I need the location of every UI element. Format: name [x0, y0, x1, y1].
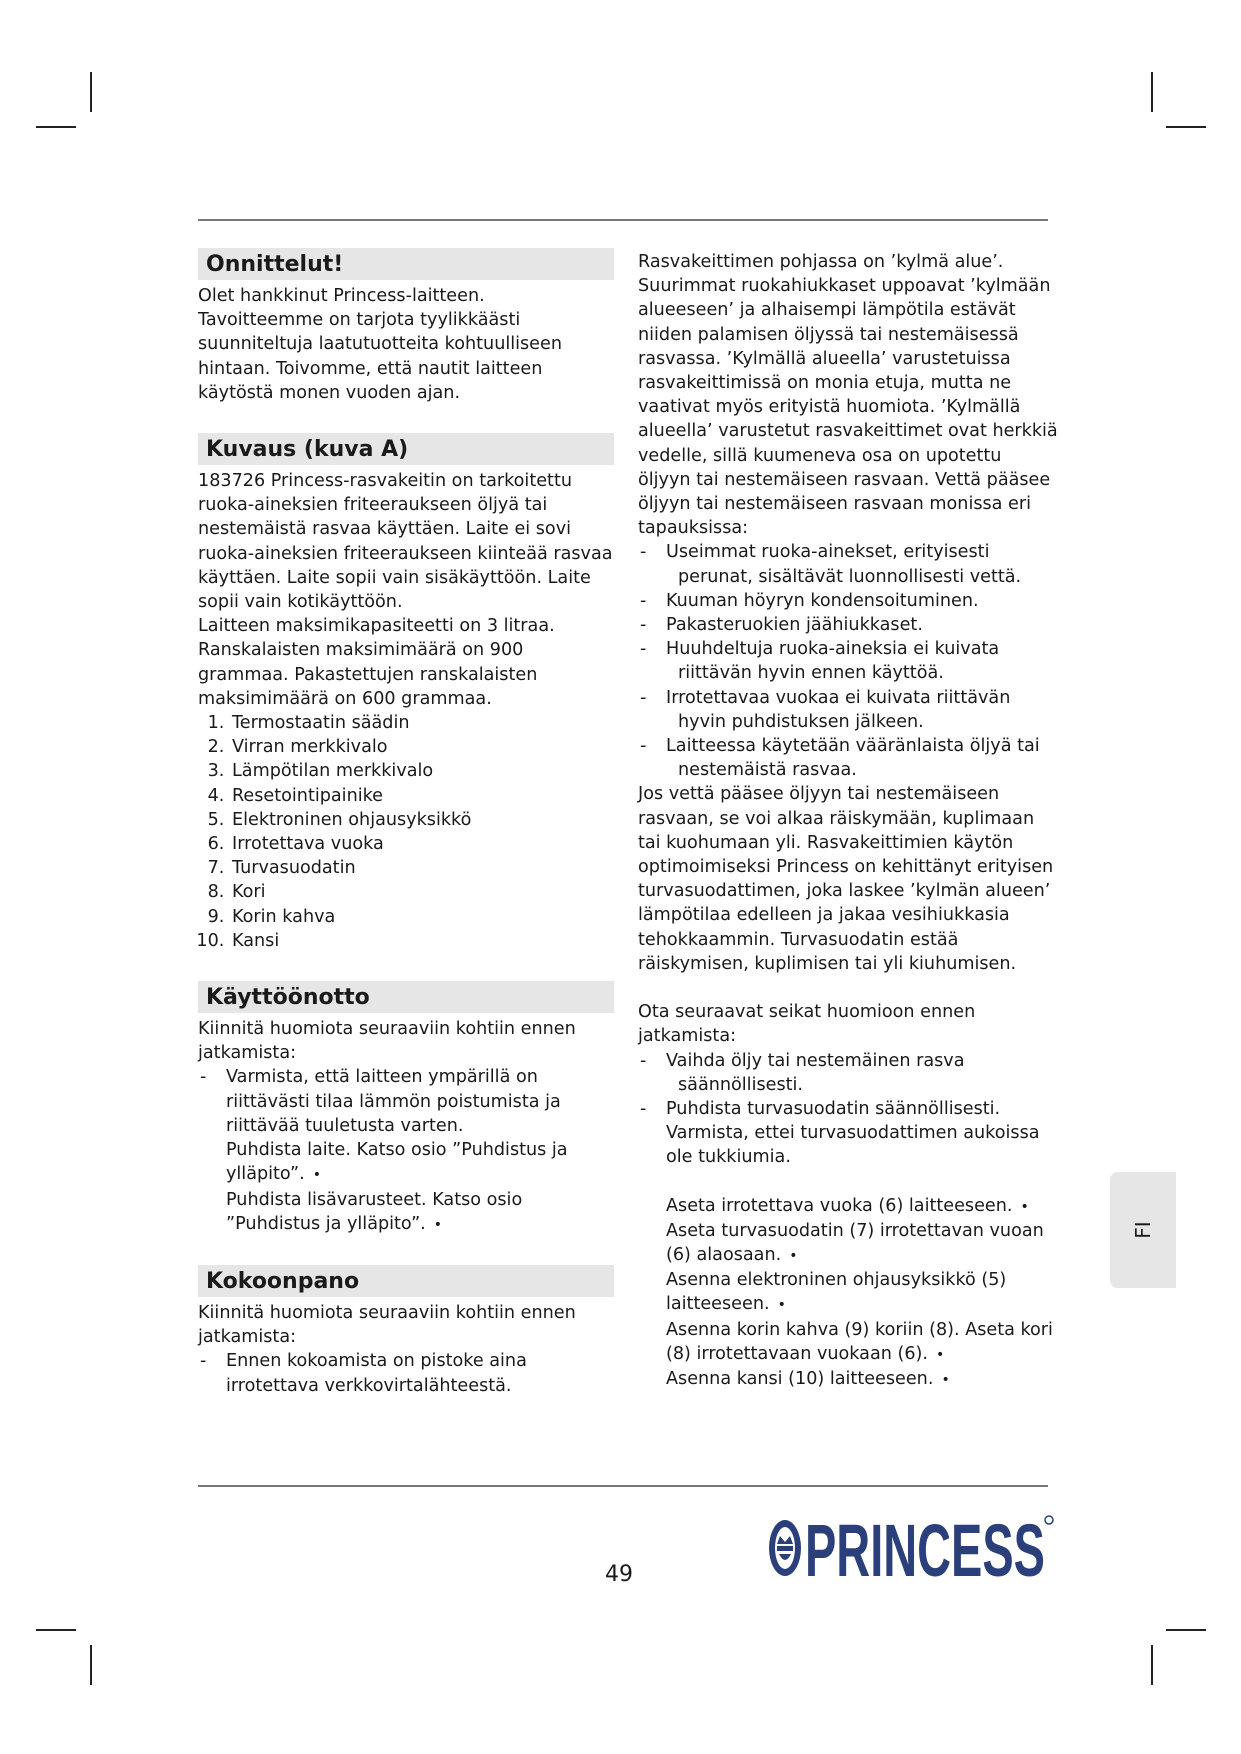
crop-mark	[36, 126, 76, 128]
description-paragraph: 183726 Princess-rasvakeitin on tarkoitettu ruoka-aineksien friteeraukseen öljyä tai nestemäistä rasvaa käyttäen. Laite ei sovi ruoka-aineksien friteeraukseen kiinteää rasvaa käyttäen. Laite sopii vain sisäkäyttöön. Laite sopii vain kotikäyttöön.	[198, 471, 613, 613]
princess-logo	[765, 1509, 1055, 1592]
crop-mark	[1151, 72, 1153, 112]
list-item: 5. Elektroninen ohjausyksikkö	[230, 808, 614, 832]
crop-mark	[90, 1645, 92, 1685]
intro-paragraph: Olet hankkinut Princess-laitteen. Tavoitteemme on tarjota tyylikkäästi suunniteltuja laatutuotteita kohtuulliseen hintaan. Toivomme, että nautit laitteen käytöstä monen vuoden ajan.	[198, 286, 562, 403]
bullet-icon: •	[941, 1371, 950, 1388]
bullet-item: Aseta turvasuodatin (7) irrotettavan vuoan (6) alaosaan. •	[666, 1220, 1044, 1265]
bullet-item: Aseta irrotettava vuoka (6) laitteeseen. •	[666, 1195, 1029, 1216]
page-number: 49	[605, 1562, 633, 1587]
crop-mark	[90, 72, 92, 112]
list-item: 8. Kori	[230, 880, 614, 904]
right-column	[638, 250, 1058, 1392]
registered-mark	[1045, 1516, 1053, 1524]
dash-item: - Pakasteruokien jäähiukkaset.	[638, 613, 1058, 637]
note-text: Varmista, ettei turvasuodattimen aukoissa ole tukkiumia.	[666, 1123, 1040, 1168]
dash-item: - Vaihda öljy tai nestemäinen rasva säännöllisesti.	[638, 1049, 1058, 1097]
dash-item: - Useimmat ruoka-ainekset, erityisesti perunat, sisältävät luonnollisesti vettä.	[638, 540, 1058, 588]
left-column	[198, 248, 614, 1398]
dash-item: - Laitteessa käytetään vääränlaista öljyä tai nestemäistä rasvaa.	[638, 734, 1058, 782]
list-item: 6. Irrotettava vuoka	[230, 832, 614, 856]
dash-item: - Huuhdeltuja ruoka-aineksia ei kuivata riittävän hyvin ennen käyttöä.	[638, 637, 1058, 685]
top-rule	[198, 219, 1048, 221]
bottom-rule	[198, 1485, 1048, 1487]
crop-mark	[36, 1629, 76, 1631]
bullet-icon: •	[312, 1167, 322, 1184]
section-heading-description: Kuvaus (kuva A)	[198, 433, 614, 465]
crown-icon	[769, 1520, 801, 1576]
bullet-item: Asenna elektroninen ohjausyksikkö (5) laitteeseen. •	[666, 1270, 1007, 1315]
bullet-icon: •	[1020, 1198, 1029, 1215]
list-item: 2. Virran merkkivalo	[230, 735, 614, 759]
section-heading-assembly: Kokoonpano	[198, 1265, 614, 1297]
list-item: 9. Korin kahva	[230, 905, 614, 929]
first-use-intro: Kiinnitä huomiota seuraaviin kohtiin ennen jatkamista:	[198, 1019, 576, 1064]
precautions-intro: Ota seuraavat seikat huomioon ennen jatkamista:	[638, 1002, 976, 1047]
dash-item: - Ennen kokoamista on pistoke aina irrotettava verkkovirtalähteestä.	[198, 1349, 614, 1397]
bullet-item: Asenna kansi (10) laitteeseen. •	[666, 1368, 950, 1389]
assembly-intro: Kiinnitä huomiota seuraaviin kohtiin ennen jatkamista:	[198, 1302, 576, 1348]
brand-wordmark: PRINCESS	[805, 1509, 1045, 1592]
dash-item: - Irrotettavaa vuokaa ei kuivata riittävän hyvin puhdistuksen jälkeen.	[638, 686, 1058, 734]
bullet-icon: •	[777, 1297, 786, 1314]
bullet-item: Asenna korin kahva (9) koriin (8). Aseta kori (8) irrotettavaan vuokaan (6). •	[666, 1319, 1053, 1364]
language-tab-label: FI	[1131, 1221, 1155, 1239]
section-heading-first-use: Käyttöönotto	[198, 981, 614, 1013]
list-item: 4. Resetointipainike	[230, 784, 614, 808]
dash-item: - Puhdista turvasuodatin säännöllisesti.	[638, 1097, 1058, 1121]
cold-zone-paragraph: Rasvakeittimen pohjassa on ’kylmä alue’. Suurimmat ruokahiukkaset uppoavat ’kylmään alueeseen’ ja alhaisempi lämpötila estävät niiden palamisen öljyssä tai nestemäisessä rasvassa. ’Kylmällä alueella’ varustetuissa rasvakeittimissä on monia etuja, mutta ne vaativat myös erityistä huomiota. ’Kylmällä alueella’ varustetut rasvakeittimet ovat herkkiä vedelle, sillä kuumeneva osa on upotettu öljyyn tai nestemäiseen rasvaan. Vettä pääsee öljyyn tai nestemäiseen rasvaan monissa eri tapauksissa:	[638, 252, 1058, 539]
bullet-item: Puhdista laite. Katso osio ”Puhdistus ja ylläpito”. •	[226, 1140, 568, 1185]
list-item: 1. Termostaatin säädin	[230, 711, 614, 735]
bullet-icon: •	[935, 1346, 945, 1363]
language-tab	[1110, 1172, 1176, 1288]
bullet-icon: •	[433, 1216, 443, 1233]
dash-item: - Varmista, että laitteen ympärillä on riittävästi tilaa lämmön poistumista ja riittävää tuuletusta varten.	[198, 1065, 614, 1138]
list-item: 10. Kansi	[230, 929, 614, 953]
parts-list	[198, 711, 614, 953]
bullet-item: Puhdista lisävarusteet. Katso osio ”Puhdistus ja ylläpito”. •	[226, 1189, 523, 1234]
bullet-icon: •	[789, 1247, 798, 1264]
list-item: 7. Turvasuodatin	[230, 856, 614, 880]
list-item: 3. Lämpötilan merkkivalo	[230, 759, 614, 783]
dash-item: - Kuuman höyryn kondensoituminen.	[638, 589, 1058, 613]
safety-filter-paragraph: Jos vettä pääsee öljyyn tai nestemäiseen rasvaan, se voi alkaa räiskymään, kuplimaan tai kuohumaan yli. Rasvakeittimien käytön optimoimiseksi Princess on kehittänyt erityisen turvasuodattimen, joka laskee ’kylmän alueen’ lämpötilaa edelleen ja jakaa vesihiukkasia tehokkaammin. Turvasuodatin estää räiskymisen, kuplimisen tai yli kiuhumisen.	[638, 784, 1054, 974]
capacity-paragraph: Laitteen maksimikapasiteetti on 3 litraa. Ranskalaisten maksimimäärä on 900 grammaa. Pakastettujen ranskalaisten maksimimäärä on 600 grammaa.	[198, 616, 555, 709]
crop-mark	[1166, 1629, 1206, 1631]
section-heading-congrats: Onnittelut!	[198, 248, 614, 280]
crop-mark	[1151, 1645, 1153, 1685]
crop-mark	[1166, 126, 1206, 128]
